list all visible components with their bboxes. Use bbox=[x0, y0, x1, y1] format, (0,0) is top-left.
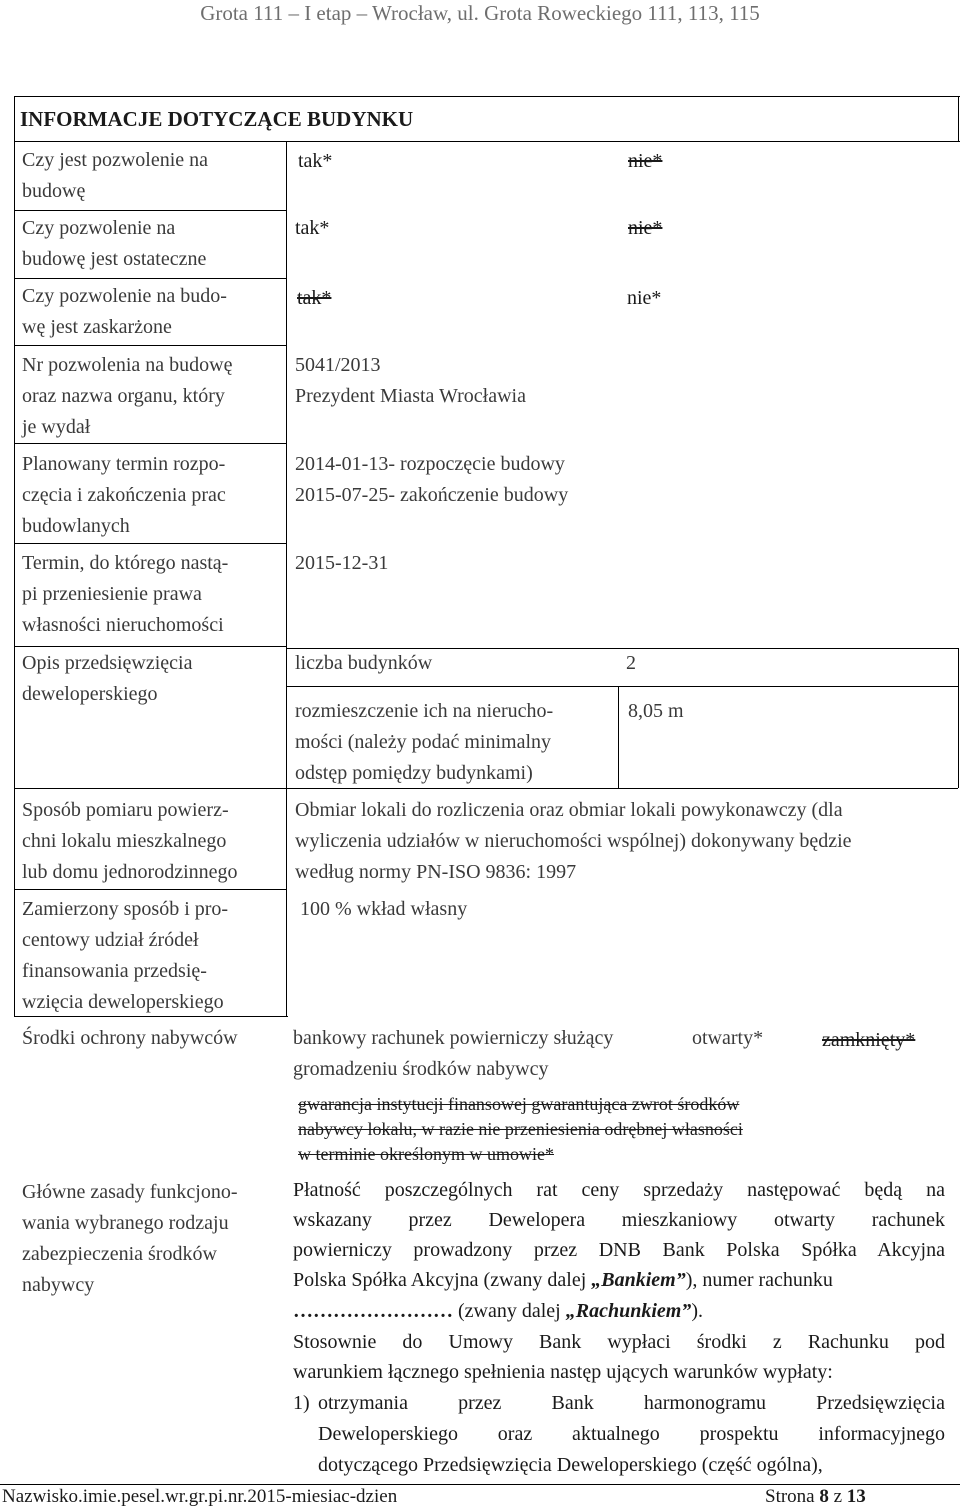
final-yes-option: tak* bbox=[295, 217, 330, 239]
open-account-option: otwarty* bbox=[692, 1027, 764, 1049]
rules-label: wania wybranego rodzaju bbox=[22, 1212, 229, 1234]
building-spacing-label: odstęp pomiędzy budynkami) bbox=[295, 762, 533, 784]
rules-paragraph: wskazany przez Dewelopera mieszkaniowy otwarty rachunek bbox=[293, 1209, 945, 1231]
list-item-number: 1) bbox=[293, 1392, 310, 1414]
trust-account-option: gromadzeniu środków nabywcy bbox=[293, 1058, 549, 1080]
transfer-label: Termin, do którego nastą- bbox=[22, 552, 229, 574]
table-border bbox=[14, 96, 15, 1016]
table-title: INFORMACJE DOTYCZĄCE BUDYNKU bbox=[20, 107, 414, 131]
table-rule bbox=[286, 141, 287, 1016]
account-term: „Rachunkiem” bbox=[565, 1300, 692, 1322]
table-rule bbox=[14, 210, 286, 211]
building-spacing-label: mości (należy podać minimalny bbox=[295, 731, 552, 753]
permit-yes-option: tak* bbox=[298, 150, 333, 172]
rules-paragraph: …………………… (zwany dalej „Rachunkiem”). bbox=[293, 1300, 703, 1322]
list-item: Deweloperskiego oraz aktualnego prospektu informacyjnego bbox=[318, 1423, 945, 1445]
description-label: Opis przedsięwzięcia bbox=[22, 652, 193, 674]
schedule-label: częcia i zakończenia prac bbox=[22, 484, 226, 506]
appeal-no-option: nie* bbox=[627, 287, 662, 309]
rules-label: zabezpieczenia środków bbox=[22, 1243, 217, 1265]
account-number-blank: …………………… bbox=[293, 1300, 453, 1322]
table-border bbox=[958, 648, 959, 788]
measurement-value: Obmiar lokali do rozliczenia oraz obmiar lokali powykonawczy (dla bbox=[295, 799, 843, 821]
transfer-label: pi przeniesienie prawa bbox=[22, 583, 202, 605]
financing-value: 100 % wkład własny bbox=[300, 898, 468, 920]
financing-label: finansowania przedsię- bbox=[22, 960, 207, 982]
permit-authority-value: Prezydent Miasta Wrocławia bbox=[295, 385, 526, 407]
table-rule bbox=[618, 686, 619, 788]
permit-no-option: nie* bbox=[628, 150, 663, 172]
rules-paragraph: Stosownie do Umowy Bank wypłaci środki z Rachunku pod bbox=[293, 1331, 945, 1353]
table-rule bbox=[14, 345, 286, 346]
building-spacing-label: rozmieszczenie ich na nierucho- bbox=[295, 700, 554, 722]
bank-term: „Bankiem” bbox=[591, 1269, 686, 1291]
appeal-label: wę jest zaskarżone bbox=[22, 316, 172, 338]
guarantee-option: w terminie określonym w umowie* bbox=[298, 1144, 554, 1164]
transfer-date-value: 2015-12-31 bbox=[295, 552, 389, 574]
page-number: Strona 8 z 13 bbox=[765, 1486, 866, 1507]
measurement-label: lub domu jednorodzinnego bbox=[22, 861, 238, 883]
measurement-label: Sposób pomiaru powierz- bbox=[22, 799, 229, 821]
guarantee-option: gwarancja instytucji finansowej gwarantująca zwrot środków bbox=[298, 1094, 740, 1114]
table-rule bbox=[14, 443, 286, 444]
page-header: Grota 111 – I etap – Wrocław, ul. Grota Roweckiego 111, 113, 115 bbox=[200, 1, 760, 25]
permit-label: Czy jest pozwolenie na bbox=[22, 149, 209, 171]
building-count-label: liczba budynków bbox=[295, 652, 433, 674]
schedule-label: budowlanych bbox=[22, 515, 130, 537]
table-rule bbox=[14, 141, 960, 142]
building-count-value: 2 bbox=[626, 652, 636, 674]
list-item: dotyczącego Przedsięwzięcia Deweloperskiego (część ogólna), bbox=[318, 1454, 823, 1476]
rules-paragraph: powierniczy prowadzony przez DNB Bank Polska Spółka Akcyjna bbox=[293, 1239, 945, 1261]
financing-label: wzięcia deweloperskiego bbox=[22, 991, 224, 1013]
list-item: otrzymania przez Bank harmonogramu Przedsięwzięcia bbox=[318, 1392, 945, 1414]
building-spacing-value: 8,05 m bbox=[628, 700, 684, 722]
rules-paragraph: Płatność poszczególnych rat ceny sprzedaży następować będą na bbox=[293, 1179, 945, 1201]
table-border bbox=[14, 96, 960, 97]
measurement-label: chni lokalu mieszkalnego bbox=[22, 830, 227, 852]
financing-label: Zamierzony sposób i pro- bbox=[22, 898, 229, 920]
closed-account-option: zamknięty* bbox=[822, 1029, 916, 1051]
rules-label: nabywcy bbox=[22, 1274, 95, 1296]
transfer-label: własności nieruchomości bbox=[22, 614, 224, 636]
permit-label: budowę bbox=[22, 180, 86, 202]
rules-label: Główne zasady funkcjono- bbox=[22, 1181, 238, 1203]
measurement-value: wyliczenia udziałów w nieruchomości wspólnej) dokonywany będzie bbox=[295, 830, 852, 852]
rules-paragraph: warunkiem łącznego spełnienia następ ujących warunków wypłaty: bbox=[293, 1361, 833, 1383]
financing-label: centowy udział źródeł bbox=[22, 929, 199, 951]
table-rule bbox=[14, 889, 286, 890]
schedule-label: Planowany termin rozpo- bbox=[22, 453, 226, 475]
measurement-value: według normy PN-ISO 9836: 1997 bbox=[295, 861, 577, 883]
schedule-start-value: 2014-01-13- rozpoczęcie budowy bbox=[295, 453, 565, 475]
appeal-label: Czy pozwolenie na budo- bbox=[22, 285, 227, 307]
permit-number-label: Nr pozwolenia na budowę bbox=[22, 354, 233, 376]
guarantee-option: nabywcy lokalu, w razie nie przeniesienia odrębnej własności bbox=[298, 1119, 743, 1139]
final-no-option: nie* bbox=[628, 217, 663, 239]
table-rule bbox=[286, 686, 958, 687]
table-border bbox=[958, 96, 959, 141]
final-label: Czy pozwolenie na bbox=[22, 217, 176, 239]
rules-paragraph: Polska Spółka Akcyjna (zwany dalej „Bankiem”), numer rachunku bbox=[293, 1269, 833, 1291]
schedule-end-value: 2015-07-25- zakończenie budowy bbox=[295, 484, 569, 506]
table-rule bbox=[14, 543, 286, 544]
protection-label: Środki ochrony nabywców bbox=[22, 1027, 238, 1049]
table-rule bbox=[14, 646, 286, 647]
permit-number-label: je wydał bbox=[22, 416, 91, 438]
appeal-yes-option: tak* bbox=[297, 287, 332, 309]
permit-number-value: 5041/2013 bbox=[295, 354, 381, 376]
table-rule bbox=[14, 278, 286, 279]
permit-number-label: oraz nazwa organu, który bbox=[22, 385, 225, 407]
trust-account-option: bankowy rachunek powierniczy służący bbox=[293, 1027, 614, 1049]
footer-filename: Nazwisko.imie.pesel.wr.gr.pi.nr.2015-miesiac-dzien bbox=[2, 1486, 398, 1507]
final-label: budowę jest ostateczne bbox=[22, 248, 207, 270]
description-label: deweloperskiego bbox=[22, 683, 158, 705]
page-footer bbox=[0, 1484, 960, 1509]
